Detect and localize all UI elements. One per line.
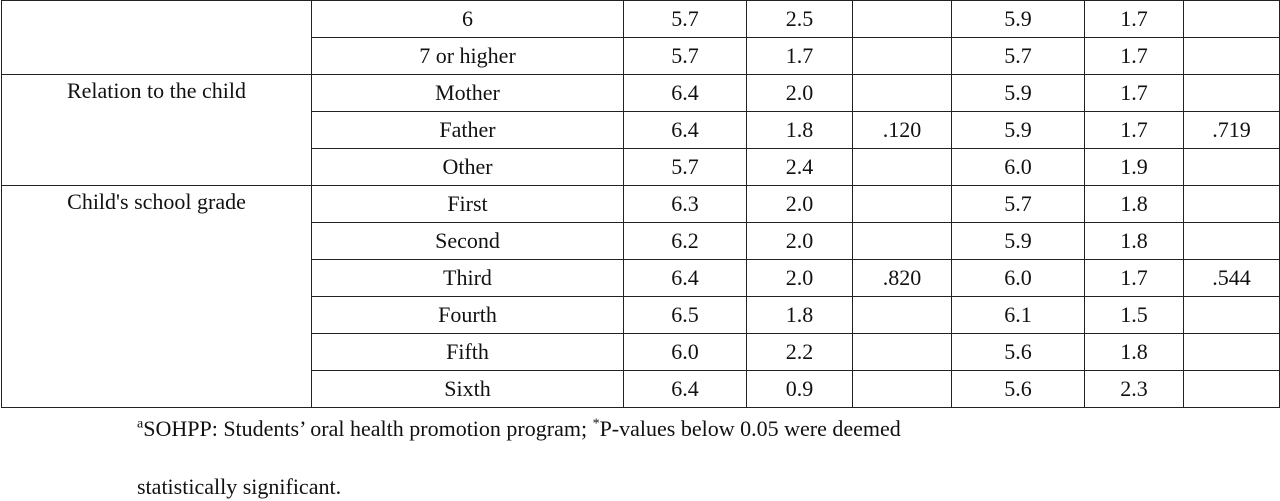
p-value-group1-cell xyxy=(853,75,952,112)
footnote-significance-cont: statistically significant. xyxy=(137,474,342,499)
sd-group2-cell: 1.9 xyxy=(1085,149,1184,186)
p-value-group2-cell xyxy=(1184,1,1280,38)
p-value-group1-cell xyxy=(853,1,952,38)
sd-group2-cell: 2.3 xyxy=(1085,371,1184,408)
mean-group2-cell: 5.7 xyxy=(952,38,1085,75)
p-value-group1-cell: .120 xyxy=(853,112,952,149)
p-value-group1-cell xyxy=(853,297,952,334)
footnote-marker-star: * xyxy=(592,416,600,432)
category-cell: Fourth xyxy=(312,297,624,334)
mean-group2-cell: 6.1 xyxy=(952,297,1085,334)
mean-group2-cell: 5.6 xyxy=(952,334,1085,371)
results-table xyxy=(1,0,1280,408)
p-value-group1-cell xyxy=(853,334,952,371)
p-value-group2-cell xyxy=(1184,334,1280,371)
p-value-group2-cell xyxy=(1184,75,1280,112)
sd-group1-cell: 2.5 xyxy=(747,1,853,38)
group-label-cell: Relation to the child xyxy=(2,75,312,186)
mean-group2-cell: 5.9 xyxy=(952,75,1085,112)
sd-group1-cell: 0.9 xyxy=(747,371,853,408)
table-body xyxy=(2,1,1280,408)
p-value-group2-cell xyxy=(1184,186,1280,223)
p-value-group2-cell xyxy=(1184,371,1280,408)
p-value-group2-cell xyxy=(1184,223,1280,260)
mean-group2-cell: 6.0 xyxy=(952,149,1085,186)
mean-group1-cell: 5.7 xyxy=(624,1,747,38)
footnote-significance: P-values below 0.05 were deemed xyxy=(599,416,901,441)
p-value-group2-cell xyxy=(1184,149,1280,186)
p-value-group1-cell xyxy=(853,371,952,408)
table-row xyxy=(2,1,1280,38)
sd-group2-cell: 1.7 xyxy=(1085,1,1184,38)
category-cell: Father xyxy=(312,112,624,149)
p-value-group1-cell xyxy=(853,223,952,260)
p-value-group2-cell: .544 xyxy=(1184,260,1280,297)
sd-group1-cell: 1.8 xyxy=(747,112,853,149)
p-value-group1-cell: .820 xyxy=(853,260,952,297)
sd-group2-cell: 1.7 xyxy=(1085,260,1184,297)
mean-group2-cell: 5.9 xyxy=(952,112,1085,149)
footnote-abbreviation: SOHPP: Students’ oral health promotion program; xyxy=(143,416,593,441)
p-value-group1-cell xyxy=(853,149,952,186)
mean-group2-cell: 5.7 xyxy=(952,186,1085,223)
category-cell: Mother xyxy=(312,75,624,112)
mean-group2-cell: 6.0 xyxy=(952,260,1085,297)
category-cell: 7 or higher xyxy=(312,38,624,75)
group-label-cell xyxy=(2,1,312,75)
sd-group2-cell: 1.8 xyxy=(1085,334,1184,371)
sd-group1-cell: 2.4 xyxy=(747,149,853,186)
category-cell: Third xyxy=(312,260,624,297)
footnote-line-2 xyxy=(137,476,341,498)
p-value-group2-cell xyxy=(1184,38,1280,75)
sd-group2-cell: 1.8 xyxy=(1085,186,1184,223)
sd-group1-cell: 2.0 xyxy=(747,75,853,112)
category-cell: Other xyxy=(312,149,624,186)
footnote-line-1 xyxy=(137,418,901,440)
table-row xyxy=(2,75,1280,112)
category-cell: Sixth xyxy=(312,371,624,408)
category-cell: First xyxy=(312,186,624,223)
sd-group2-cell: 1.7 xyxy=(1085,38,1184,75)
sd-group2-cell: 1.7 xyxy=(1085,75,1184,112)
mean-group1-cell: 6.4 xyxy=(624,260,747,297)
mean-group1-cell: 6.2 xyxy=(624,223,747,260)
p-value-group2-cell xyxy=(1184,297,1280,334)
mean-group1-cell: 6.0 xyxy=(624,334,747,371)
mean-group2-cell: 5.6 xyxy=(952,371,1085,408)
mean-group1-cell: 6.4 xyxy=(624,75,747,112)
mean-group1-cell: 6.5 xyxy=(624,297,747,334)
category-cell: Second xyxy=(312,223,624,260)
sd-group1-cell: 2.0 xyxy=(747,260,853,297)
mean-group1-cell: 6.4 xyxy=(624,112,747,149)
category-cell: 6 xyxy=(312,1,624,38)
table-row xyxy=(2,186,1280,223)
group-label-cell: Child's school grade xyxy=(2,186,312,408)
sd-group1-cell: 2.0 xyxy=(747,223,853,260)
p-value-group2-cell: .719 xyxy=(1184,112,1280,149)
sd-group1-cell: 2.0 xyxy=(747,186,853,223)
sd-group1-cell: 1.8 xyxy=(747,297,853,334)
mean-group1-cell: 5.7 xyxy=(624,149,747,186)
mean-group2-cell: 5.9 xyxy=(952,1,1085,38)
sd-group2-cell: 1.5 xyxy=(1085,297,1184,334)
sd-group1-cell: 1.7 xyxy=(747,38,853,75)
category-cell: Fifth xyxy=(312,334,624,371)
p-value-group1-cell xyxy=(853,38,952,75)
sd-group2-cell: 1.8 xyxy=(1085,223,1184,260)
mean-group1-cell: 6.3 xyxy=(624,186,747,223)
mean-group1-cell: 6.4 xyxy=(624,371,747,408)
p-value-group1-cell xyxy=(853,186,952,223)
sd-group2-cell: 1.7 xyxy=(1085,112,1184,149)
footnote-marker-a: a xyxy=(137,416,144,432)
mean-group1-cell: 5.7 xyxy=(624,38,747,75)
mean-group2-cell: 5.9 xyxy=(952,223,1085,260)
sd-group1-cell: 2.2 xyxy=(747,334,853,371)
